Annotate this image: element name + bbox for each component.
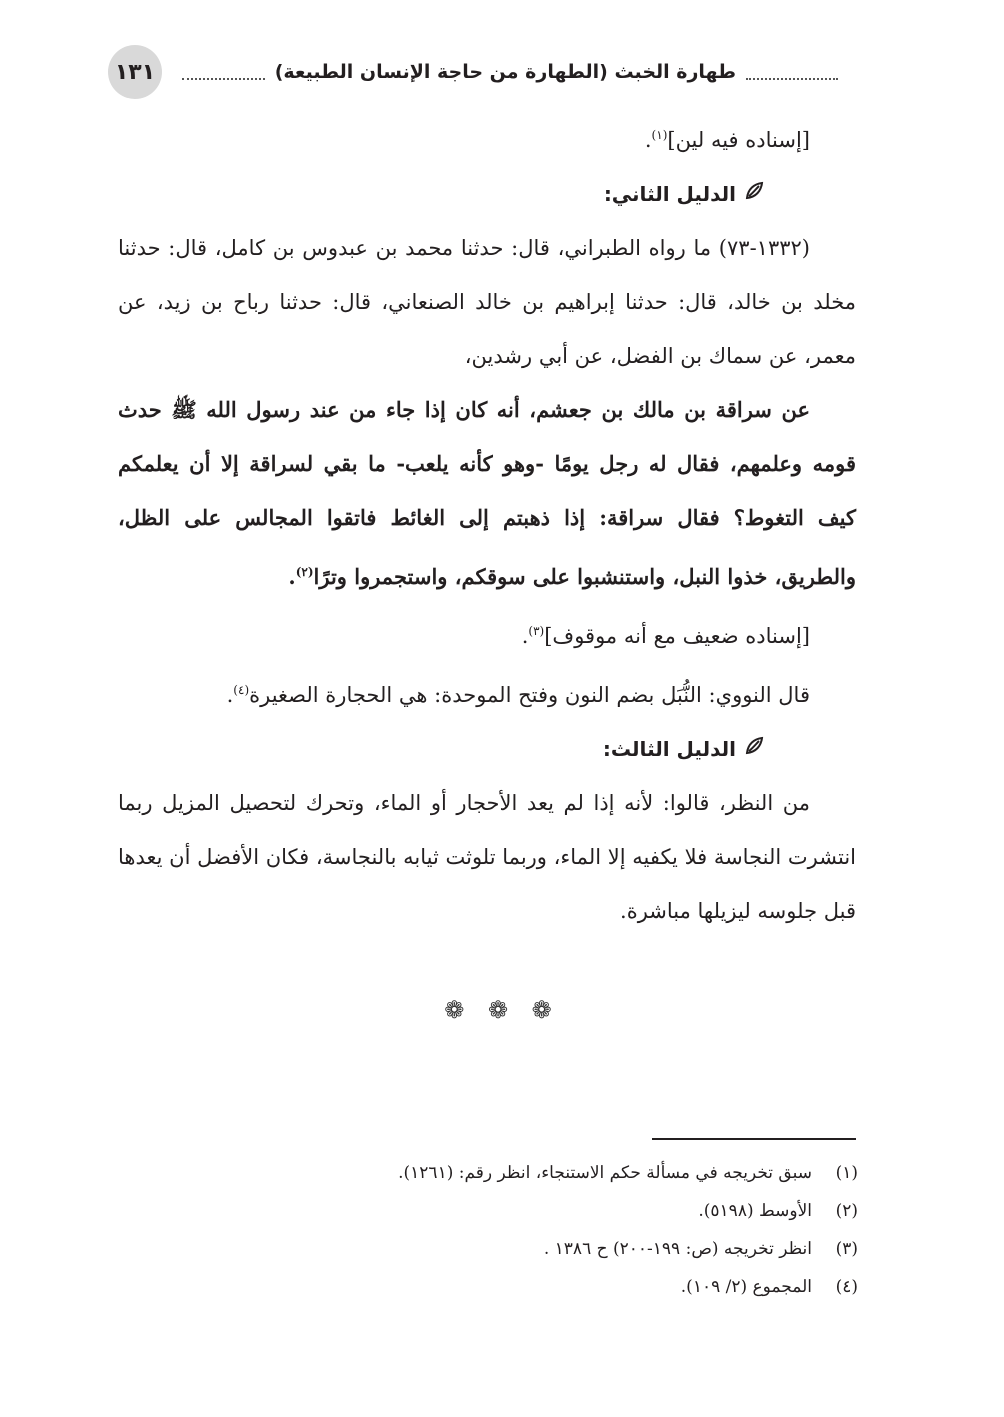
footnote-item (118, 1230, 858, 1268)
leaf-icon (744, 167, 810, 221)
footnote-number: (٤) (835, 1277, 858, 1297)
paragraph-nawawi: قال النووي: النُّبَل بضم النون وفتح الموحدة: هي الحجارة الصغيرة$^{(٤)}$. (226, 683, 810, 707)
section-ornament: ❁ ❁ ❁ (444, 996, 560, 1024)
footnote-divider (652, 1138, 856, 1140)
footnote-number: (٢) (835, 1201, 858, 1221)
page-header (108, 44, 848, 100)
footnote-text: المجموع (٢/ ١٠٩). (680, 1277, 812, 1297)
footnote-ref-1[interactable]: (١) (651, 128, 668, 142)
footnote-text: انظر تخريجه (ص: ١٩٩-٢٠٠) ح ١٣٨٦ . (543, 1239, 812, 1259)
heading-second-evidence: الدليل الثاني: (118, 167, 856, 221)
paragraph-hadith: عن سراقة بن مالك بن جعشم، أنه كان إذا جاء من عند رسول الله ﷺ حدث قومه وعلمهم، فقال له رجل يومًا -وهو كأنه يلعب- ما بقي لسراقة إلا أن يعلمكم كيف التغوط؟ فقال سراقة: إذا ذهبتم إلى الغائط فاتقوا المجالس على الظل، والطريق، خذوا النبل، واستنشبوا على سوقكم، واستجمروا وترًا$^{(٢)}$. (118, 397, 856, 589)
footnote-number: (٣) (835, 1239, 858, 1259)
heading-third-evidence: الدليل الثالث: (118, 722, 856, 776)
leader-dots-right (746, 64, 838, 80)
footnote-item (118, 1154, 858, 1192)
paragraph-isnad-1: [إسناده فيه لين]$^{(١)}$. (644, 128, 810, 152)
footnote-number: (١) (835, 1163, 858, 1183)
footnote-ref-3[interactable]: (٣) (528, 624, 545, 638)
leaf-icon (744, 722, 810, 776)
main-text (118, 108, 856, 938)
footnote-item (118, 1192, 858, 1230)
footnote-ref-4[interactable]: (٤) (233, 683, 250, 697)
paragraph-isnad-2: [إسناده ضعيف مع أنه موقوف]$^{(٣)}$. (521, 624, 810, 648)
running-title: طهارة الخبث (الطهارة من حاجة الإنسان الطبيعة) (274, 61, 736, 83)
footnotes (118, 1154, 858, 1306)
paragraph-chain: (١٣٣٢-٧٣) ما رواه الطبراني، قال: حدثنا محمد بن عبدوس بن كامل، قال: حدثنا مخلد بن خالد، قال: حدثنا إبراهيم بن خالد الصنعاني، قال: حدثنا رباح بن زيد، عن معمر، عن سماك بن الفضل، عن أبي رشدين، (118, 236, 856, 368)
footnote-ref-2[interactable]: (٢) (295, 565, 314, 579)
paragraph-reasoning: من النظر، قالوا: لأنه إذا لم يعد الأحجار أو الماء، وتحرك لتحصيل المزيل ربما انتشرت النجاسة فلا يكفيه إلا الماء، وربما تلوثت ثيابه بالنجاسة، فكان الأفضل أن يعدها قبل جلوسه ليزيلها مباشرة. (118, 791, 856, 923)
footnote-text: سبق تخريجه في مسألة حكم الاستنجاء، انظر رقم: (١٢٦١). (398, 1163, 812, 1183)
footnote-item (118, 1268, 858, 1306)
footnote-text: الأوسط (٥١٩٨). (698, 1201, 812, 1221)
leader-dots-left (182, 64, 265, 80)
page-number: ١٣١ (108, 45, 162, 99)
